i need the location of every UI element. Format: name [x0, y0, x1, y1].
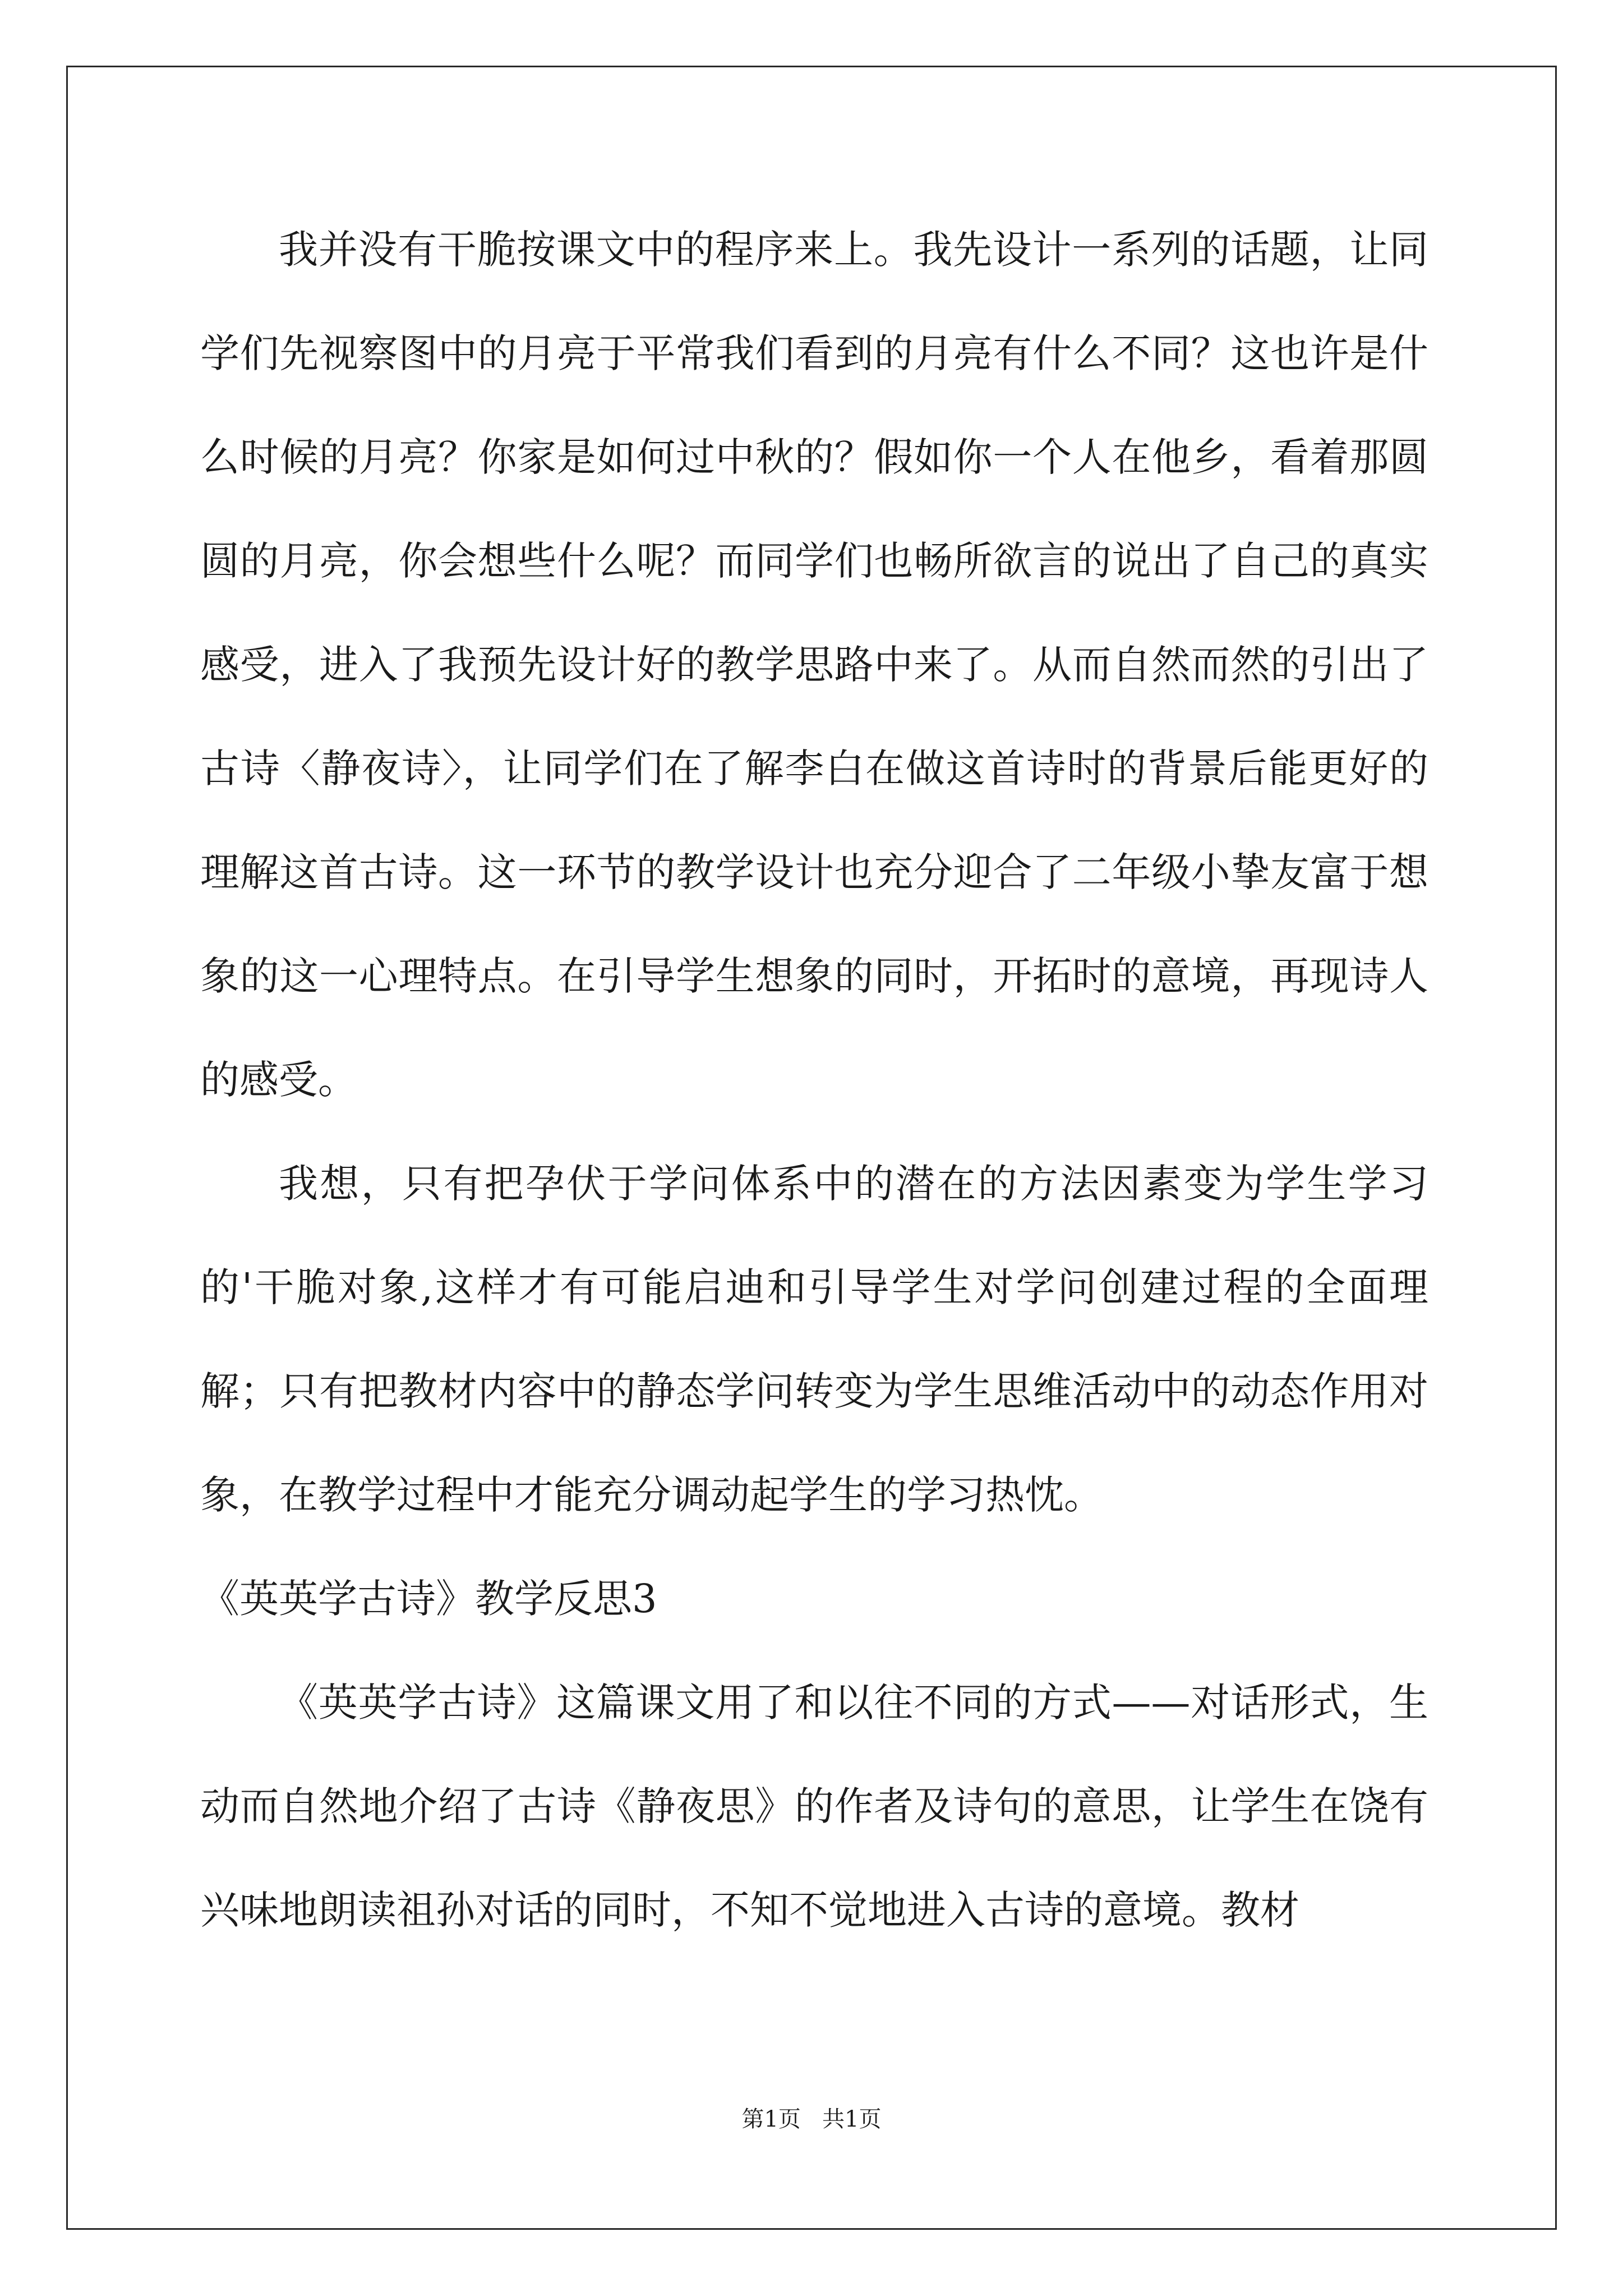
document-body — [200, 198, 1428, 1962]
section-heading: 《英英学古诗》教学反思3 — [200, 1576, 657, 1622]
paragraph-3: 《英英学古诗》这篇课文用了和以往不同的方式——对话形式，生动而自然地介绍了古诗《静夜思》的作者及诗句的意思，让学生在饶有兴味地朗读祖孙对话的同时，不知不觉地进入古诗的意境。教材 — [200, 1680, 1428, 1933]
paragraph-1: 我并没有干脆按课文中的程序来上。我先设计一系列的话题，让同学们先视察图中的月亮于平常我们看到的月亮有什么不同？这也许是什么时候的月亮？你家是如何过中秋的？假如你一个人在他乡，看着那圆圆的月亮，你会想些什么呢？而同学们也畅所欲言的说出了自己的真实感受，进入了我预先设计好的教学思路中来了。从而自然而然的引出了古诗〈静夜诗〉，让同学们在了解李白在做这首诗时的背景后能更好的理解这首古诗。这一环节的教学设计也充分迎合了二年级小挚友富于想象的这一心理特点。在引导学生想象的同时，开拓时的意境，再现诗人的感受。 — [200, 227, 1428, 1103]
paragraph-2: 我想，只有把孕伏于学问体系中的潜在的方法因素变为学生学习的'干脆对象,这样才有可能启迪和引导学生对学问创建过程的全面理解；只有把教材内容中的静态学问转变为学生思维活动中的动态作用对象，在教学过程中才能充分调动起学生的学习热忱。 — [200, 1161, 1428, 1518]
page-footer: 第1页 共1页 — [741, 2106, 882, 2132]
